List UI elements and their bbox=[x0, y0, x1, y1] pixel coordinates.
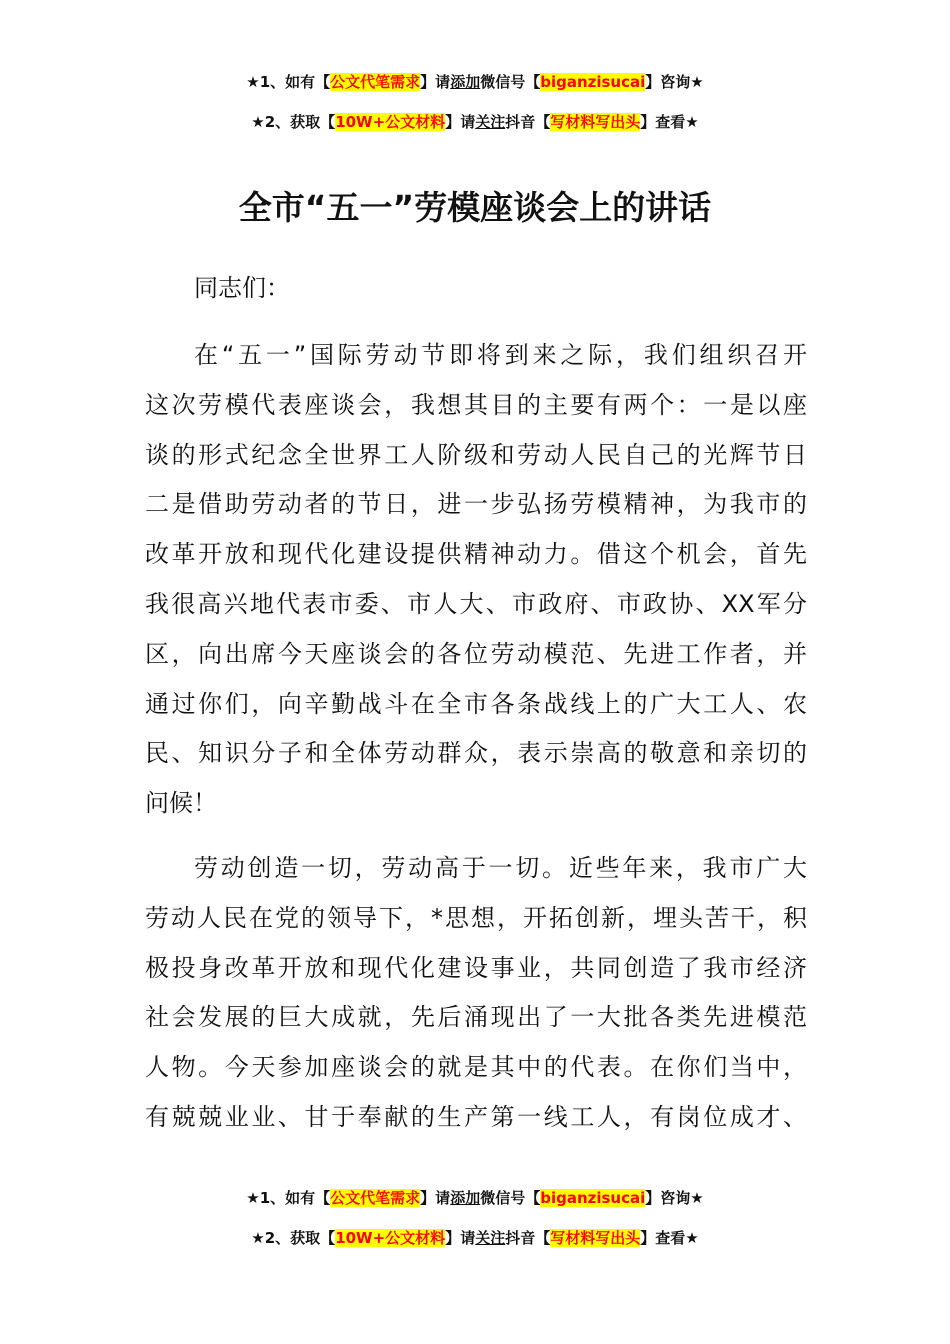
promo-prefix: ★1、如有【 bbox=[246, 73, 331, 91]
promo-highlight: 公文代笔需求 bbox=[330, 1189, 421, 1207]
promo-underlined-text: 关注 bbox=[475, 113, 506, 131]
promo-suffix: 】咨询★ bbox=[645, 73, 704, 91]
promo-prefix: ★1、如有【 bbox=[246, 1189, 331, 1207]
promo-prefix: ★2、获取【 bbox=[251, 1229, 336, 1247]
promo-wechat-id: biganzisucai bbox=[540, 73, 646, 91]
promo-text: 】请 bbox=[420, 1189, 451, 1207]
paragraph-line: 在“五一”国际劳动节即将到来之际，我们组织召开 bbox=[194, 341, 807, 369]
paragraph-2 bbox=[145, 844, 807, 1143]
paragraph-line: 二是借助劳动者的节日，进一步弘扬劳模精神，为我市的 bbox=[145, 490, 807, 519]
footer-promo-line-1 bbox=[0, 1186, 950, 1210]
promo-text: 】请 bbox=[445, 1229, 476, 1247]
paragraph-line: 问候！ bbox=[145, 789, 217, 818]
promo-text: 抖音【 bbox=[505, 1229, 551, 1247]
promo-text: 微信号【 bbox=[480, 1189, 541, 1207]
paragraph-line: 我很高兴地代表市委、市人大、市政府、市政协、XX军分 bbox=[145, 589, 807, 618]
paragraph-line: 劳动创造一切，劳动高于一切。近些年来，我市广大 bbox=[194, 854, 807, 882]
document-title: 全市“五一”劳模座谈会上的讲话 bbox=[238, 188, 712, 227]
promo-highlight: 10W+公文材料 bbox=[335, 113, 446, 131]
promo-underlined-text: 关注 bbox=[475, 1229, 506, 1247]
promo-suffix: 】查看★ bbox=[640, 113, 699, 131]
promo-douyin-id: 写材料写出头 bbox=[550, 113, 641, 131]
paragraph-1 bbox=[145, 331, 807, 829]
promo-wechat-id: biganzisucai bbox=[540, 1189, 646, 1207]
promo-text: 】请 bbox=[420, 73, 451, 91]
header-promo-line-2 bbox=[0, 110, 950, 134]
promo-highlight: 10W+公文材料 bbox=[335, 1229, 446, 1247]
salutation: 同志们： bbox=[194, 274, 290, 302]
footer-promo-line-2 bbox=[0, 1226, 950, 1250]
promo-suffix: 】查看★ bbox=[640, 1229, 699, 1247]
promo-text: 】请 bbox=[445, 113, 476, 131]
promo-text: 抖音【 bbox=[505, 113, 551, 131]
paragraph-line: 通过你们，向辛勤战斗在全市各条战线上的广大工人、农 bbox=[145, 689, 807, 718]
paragraph-line: 谈的形式纪念全世界工人阶级和劳动人民自己的光辉节日 bbox=[145, 440, 807, 469]
paragraph-line: 这次劳模代表座谈会，我想其目的主要有两个：一是以座 bbox=[145, 390, 807, 419]
paragraph-line: 社会发展的巨大成就，先后涌现出了一大批各类先进模范 bbox=[145, 1003, 807, 1032]
promo-suffix: 】咨询★ bbox=[645, 1189, 704, 1207]
paragraph-line: 劳动人民在党的领导下，*思想，开拓创新，埋头苦干，积 bbox=[145, 903, 807, 932]
paragraph-line: 极投身改革开放和现代化建设事业，共同创造了我市经济 bbox=[145, 953, 807, 982]
paragraph-line: 人物。今天参加座谈会的就是其中的代表。在你们当中， bbox=[145, 1053, 807, 1082]
promo-prefix: ★2、获取【 bbox=[251, 113, 336, 131]
promo-underlined-text: 添加 bbox=[450, 1189, 481, 1207]
paragraph-line: 民、知识分子和全体劳动群众，表示崇高的敬意和亲切的 bbox=[145, 739, 807, 768]
promo-underlined-text: 添加 bbox=[450, 73, 481, 91]
promo-highlight: 公文代笔需求 bbox=[330, 73, 421, 91]
header-promo-line-1 bbox=[0, 70, 950, 94]
paragraph-line: 有兢兢业业、甘于奉献的生产第一线工人，有岗位成才、 bbox=[145, 1102, 807, 1131]
paragraph-line: 区，向出席今天座谈会的各位劳动模范、先进工作者，并 bbox=[145, 639, 807, 668]
promo-text: 微信号【 bbox=[480, 73, 541, 91]
paragraph-line: 改革开放和现代化建设提供精神动力。借这个机会，首先 bbox=[145, 540, 807, 569]
promo-douyin-id: 写材料写出头 bbox=[550, 1229, 641, 1247]
